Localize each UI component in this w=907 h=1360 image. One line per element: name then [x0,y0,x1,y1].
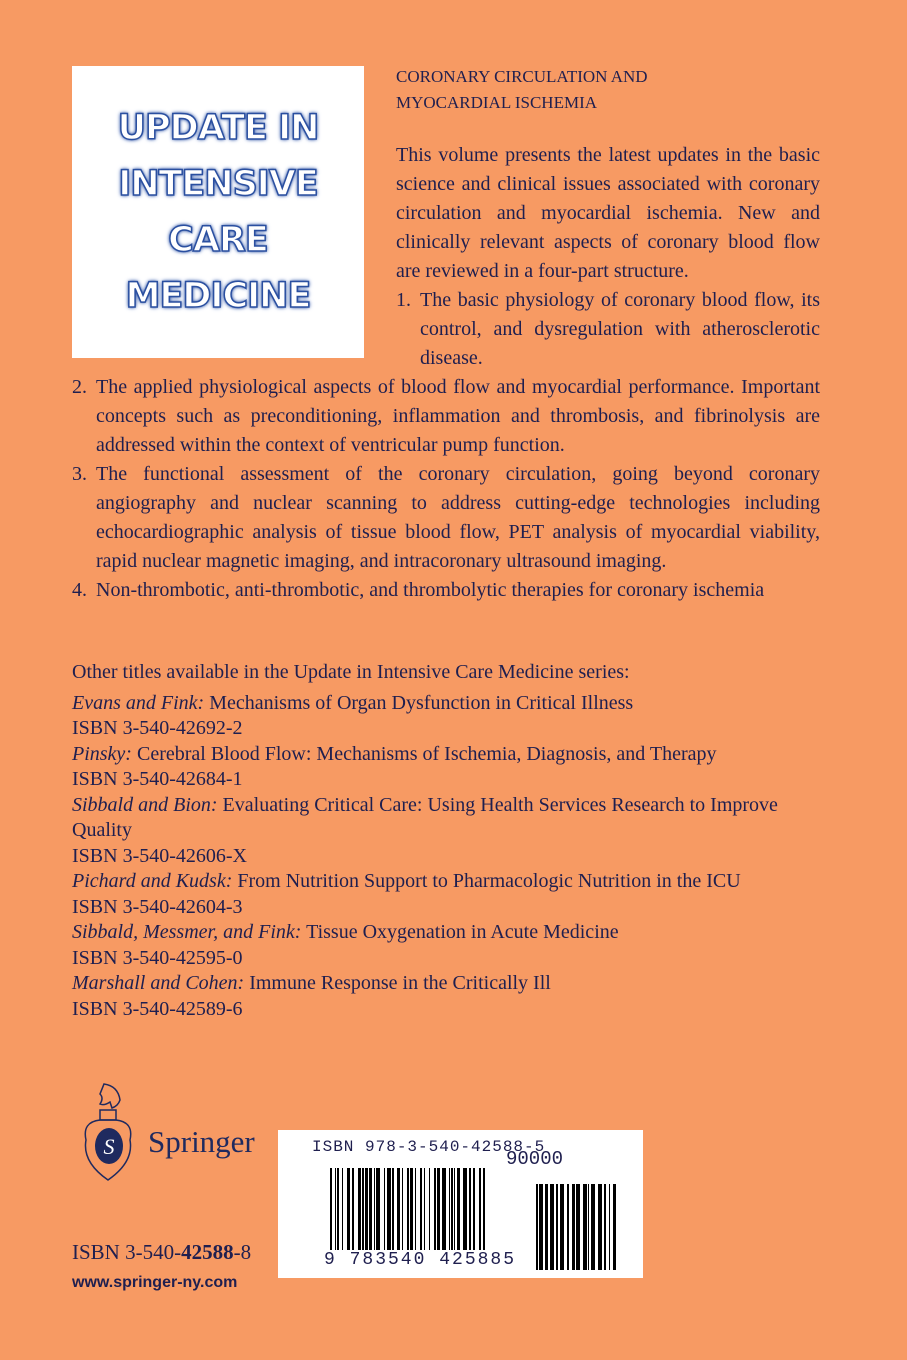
topic-list-item [72,373,820,460]
series-logo-line: CARE [168,220,268,260]
barcode-bar [604,1184,606,1270]
barcode-bar [598,1184,602,1270]
barcode-bar [536,1184,538,1270]
book-isbn: ISBN 3-540-42606-X [72,844,247,867]
book-title: From Nutrition Support to Pharmacologic Nutrition in the ICU [237,870,741,892]
book-isbn: ISBN 3-540-42692-2 [72,717,243,739]
isbn-prefix: ISBN 3-540- [72,1240,182,1264]
isbn [72,1240,251,1265]
barcode-isbn13: ISBN 978-3-540-42588-5 [312,1138,546,1156]
book-isbn: ISBN 3-540-42604-3 [72,895,243,918]
book-title: Cerebral Blood Flow: Mechanisms of Ischemia, Diagnosis, and Therapy [136,742,717,765]
barcode-bar [576,1184,580,1270]
book-title-line: MYOCARDIAL ISCHEMIA [396,93,598,112]
book-authors: Sibbald, Messmer, and Fink: [72,921,302,943]
intro-paragraph: This volume presents the latest updates in the basic science and clinical issues associated with coronary circulation and myocardial ischemia. New and clinically relevant aspects of coronary blood flow are reviewed in a four-part structure. [396,144,820,282]
book-authors: Sibbald and Bion: [72,793,218,816]
item-text: The basic physiology of coronary blood flow, its control, and dysregulation with atherosclerotic disease. [420,289,820,369]
barcode [278,1130,643,1278]
barcode-bar [613,1184,616,1270]
svg-text:S: S [103,1134,115,1159]
barcode-addon-bars [536,1184,616,1270]
book-title: Tissue Oxygenation in Acute Medicine [306,921,619,943]
book-title: Immune Response in the Critically Ill [249,972,551,994]
barcode-bar [583,1184,587,1270]
book-entry [72,742,832,793]
book-isbn: ISBN 3-540-42595-0 [72,946,243,969]
publisher-name: Springer [148,1124,255,1159]
book-entry [72,691,832,742]
series-logo-line: MEDICINE [125,276,311,316]
book-title: Mechanisms of Organ Dysfunction in Critical Illness [209,691,634,714]
book-title: Evaluating Critical Care: Using Health Services Research to Improve Quality [72,793,778,841]
item-number: 4. [72,579,87,601]
book-title-line: CORONARY CIRCULATION AND [396,67,648,86]
item-text: The functional assessment of the coronary circulation, going beyond coronary angiography and nuclear scanning to address cutting-edge technologies including echocardiographic analysis of tissue blood flow, PET analysis of myocardial viability, rapid nuclear magnetic imaging, and intracoronary ultrasound imaging. [96,463,820,572]
book-authors: Marshall and Cohen: [72,972,245,994]
book-title [396,64,648,116]
other-titles-heading: Other titles available in the Update in Intensive Care Medicine series: [72,661,630,683]
topic-list-item [72,460,820,576]
book-authors: Pichard and Kudsk: [72,870,233,892]
book-isbn: ISBN 3-540-42684-1 [72,768,243,790]
barcode-bar [567,1184,569,1270]
book-isbn: ISBN 3-540-42589-6 [72,997,243,1020]
book-entry [72,793,832,870]
item-number: 1. [396,289,411,311]
barcode-bar [591,1184,595,1270]
barcode-bar [609,1184,610,1270]
barcode-digits: 9 783540 425885 [324,1250,517,1270]
barcode-bar [588,1184,589,1270]
isbn-bold: 42588 [181,1240,234,1264]
series-logo-line: UPDATE IN [117,108,319,148]
isbn-suffix: -8 [233,1240,252,1264]
barcode-bar [560,1184,564,1270]
book-authors: Pinsky: [72,742,132,765]
publisher-url[interactable]: www.springer-ny.com [72,1274,238,1291]
barcode-addon: 90000 [506,1148,564,1170]
topic-list [72,373,820,605]
item-number: 3. [72,463,87,485]
barcode-bar [545,1184,548,1270]
book-entry [72,869,832,920]
item-number: 2. [72,376,87,398]
book-entry [72,920,832,971]
barcode-bar [572,1184,575,1270]
topic-list-item [72,576,820,605]
item-text: Non-thrombotic, anti-thrombotic, and thrombolytic therapies for coronary ischemia [96,579,765,601]
item-text: The applied physiological aspects of blood flow and myocardial performance. Important concepts such as preconditioning, inflammation and thrombosis, and fibrinolysis are addressed within the context of ventricular pump function. [96,376,820,456]
series-logo [72,66,364,358]
other-titles [72,660,832,1022]
barcode-bar [550,1184,554,1270]
barcode-bar [539,1184,543,1270]
barcode-bar [556,1184,558,1270]
springer-knight-logo-icon [78,1080,140,1190]
book-entry [72,971,832,1022]
topic-list-item [396,286,820,373]
series-logo-line: INTENSIVE [118,164,318,204]
book-authors: Evans and Fink: [72,691,205,714]
